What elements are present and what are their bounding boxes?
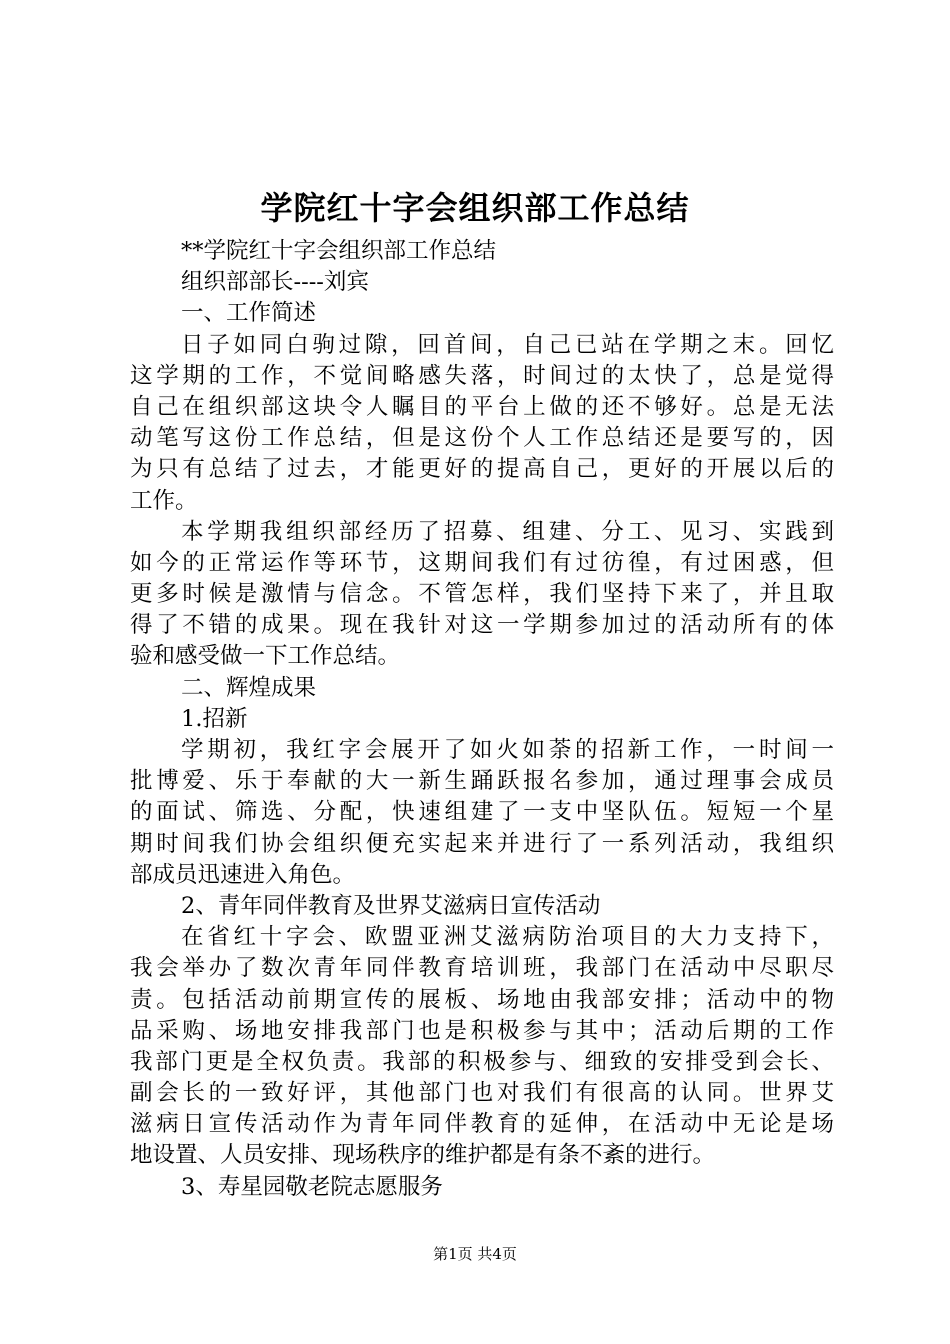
heading-line: **学院红十字会组织部工作总结: [181, 238, 497, 264]
paragraph-line: 如今的正常运作等环节，这期间我们有过彷徨，有过困惑，但: [130, 549, 834, 576]
paragraph-line: 动笔写这份工作总结，但是这份个人工作总结还是要写的，因: [130, 425, 834, 452]
subsection-heading: 1.招新: [181, 705, 248, 732]
paragraph-line: 批博爱、乐于奉献的大一新生踊跃报名参加，通过理事会成员: [130, 768, 834, 795]
paragraph-line: 地设置、人员安排、现场秩序的维护都是有条不紊的进行。: [130, 1142, 716, 1169]
paragraph-line: 我会举办了数次青年同伴教育培训班，我部门在活动中尽职尽: [130, 955, 834, 982]
paragraph-line: 学期初，我红字会展开了如火如荼的招新工作，一时间一: [181, 737, 834, 763]
paragraph-line: 本学期我组织部经历了招募、组建、分工、见习、实践到: [181, 518, 834, 545]
paragraph-line: 在省红十字会、欧盟亚洲艾滋病防治项目的大力支持下，: [181, 924, 834, 951]
paragraph-line: 工作。: [130, 487, 198, 514]
paragraph-line: 责。包括活动前期宣传的展板、场地由我部安排；活动中的物: [130, 986, 834, 1013]
paragraph-line: 副会长的一致好评，其他部门也对我们有很高的认同。世界艾: [130, 1080, 834, 1107]
subsection-heading: 2、青年同伴教育及世界艾滋病日宣传活动: [181, 892, 601, 919]
paragraph-line: 滋病日宣传活动作为青年同伴教育的延伸，在活动中无论是场: [130, 1111, 834, 1138]
document-title: 学院红十字会组织部工作总结: [260, 189, 690, 227]
paragraph-line: 日子如同白驹过隙，回首间，自己已站在学期之末。回忆: [181, 331, 834, 358]
paragraph-line: 自己在组织部这块令人瞩目的平台上做的还不够好。总是无法: [130, 393, 834, 420]
section-heading: 一、工作简述: [181, 300, 317, 327]
paragraph-line: 品采购、场地安排我部门也是积极参与其中；活动后期的工作: [130, 1017, 834, 1044]
paragraph-line: 得了不错的成果。现在我针对这一学期参加过的活动所有的体: [130, 612, 834, 639]
paragraph-line: 为只有总结了过去，才能更好的提高自己，更好的开展以后的: [130, 456, 834, 483]
paragraph-line: 的面试、筛选、分配，快速组建了一支中坚队伍。短短一个星: [130, 799, 834, 826]
page-number: 第1页 共4页: [433, 1245, 517, 1263]
paragraph-line: 部成员迅速进入角色。: [130, 861, 356, 888]
section-heading: 二、辉煌成果: [181, 674, 317, 701]
document-body: [130, 236, 834, 1203]
author-line: 组织部部长----刘宾: [181, 269, 369, 296]
subsection-heading: 3、寿星园敬老院志愿服务: [181, 1173, 443, 1200]
paragraph-line: 这学期的工作，不觉间略感失落，时间过的太快了，总是觉得: [130, 362, 834, 389]
paragraph-line: 验和感受做一下工作总结。: [130, 643, 401, 670]
paragraph-line: 期时间我们协会组织便充实起来并进行了一系列活动，我组织: [130, 830, 834, 857]
paragraph-line: 更多时候是激情与信念。不管怎样，我们坚持下来了，并且取: [130, 581, 834, 608]
paragraph-line: 我部门更是全权负责。我部的积极参与、细致的安排受到会长、: [130, 1048, 834, 1075]
